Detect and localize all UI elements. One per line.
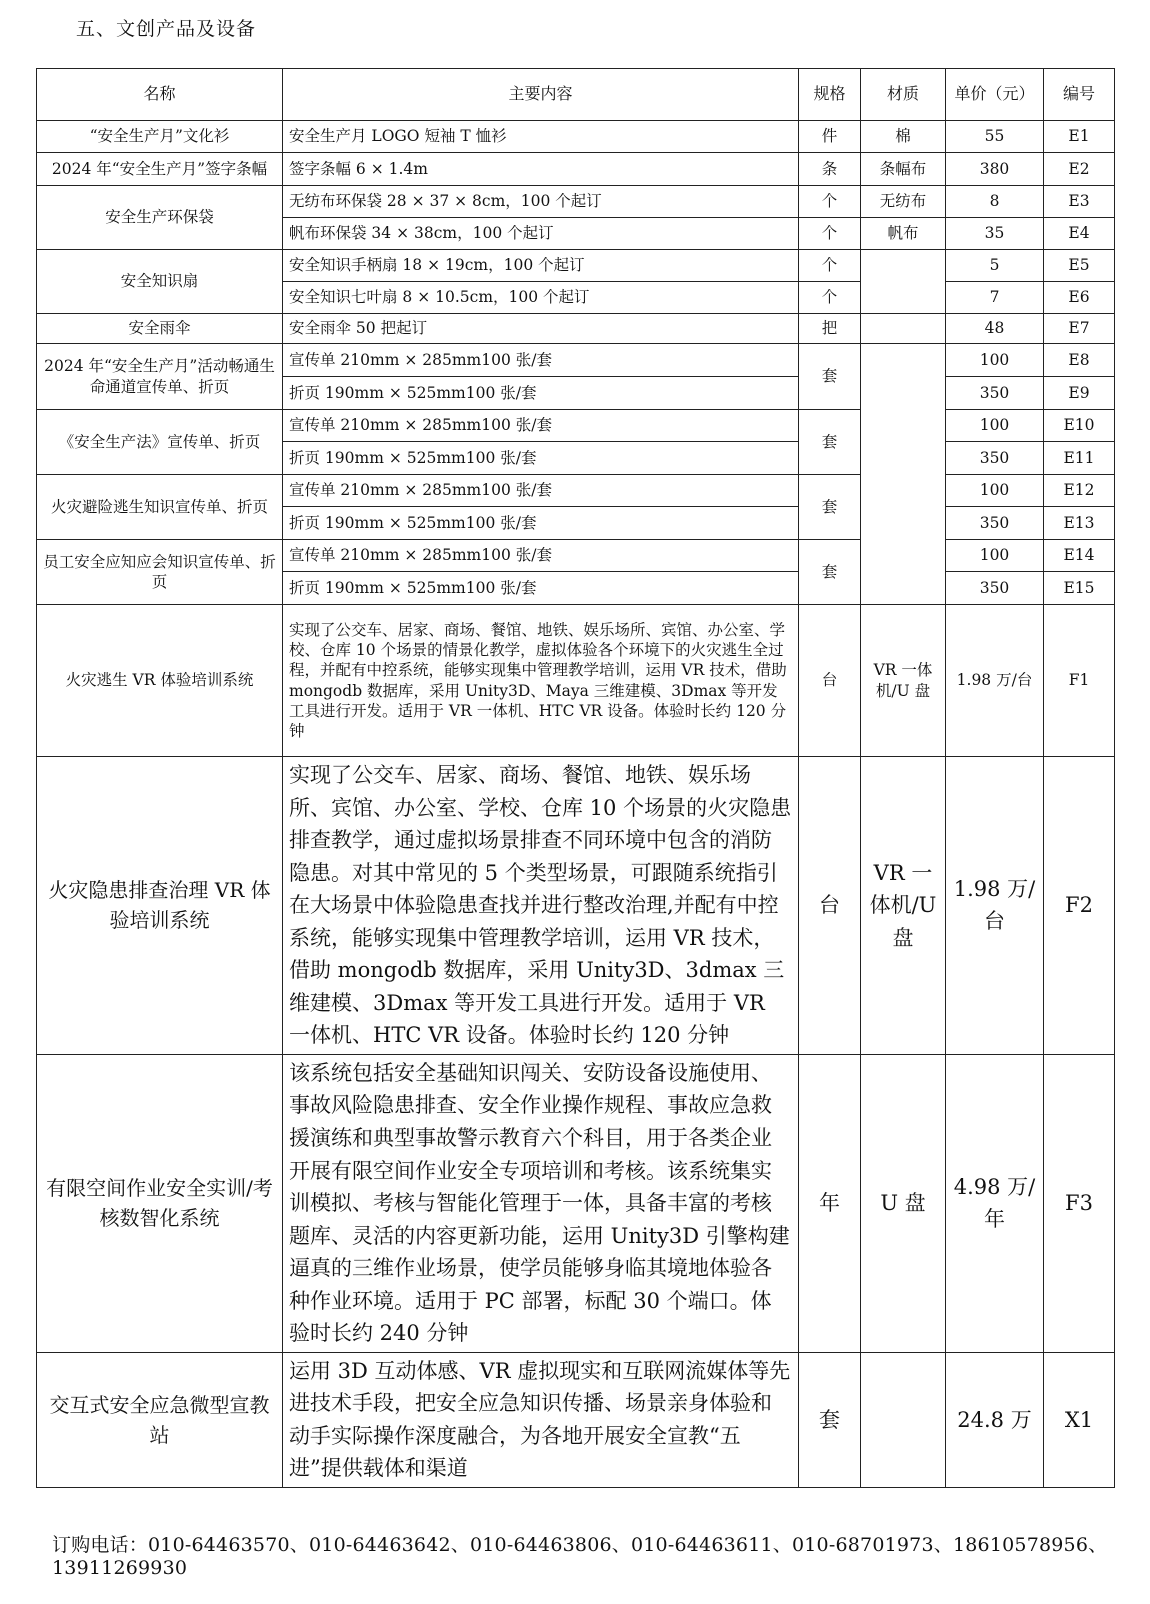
product-spec: 套 — [799, 1352, 861, 1487]
table-row — [37, 250, 1115, 282]
product-material — [861, 1352, 946, 1487]
product-price: 380 — [946, 153, 1044, 186]
product-spec: 套 — [799, 344, 861, 410]
product-material — [861, 344, 946, 605]
product-name: 有限空间作业安全实训/考核数智化系统 — [37, 1054, 283, 1352]
product-price: 100 — [946, 410, 1044, 442]
product-material — [861, 314, 946, 344]
table-row — [37, 1054, 1115, 1352]
product-price: 100 — [946, 475, 1044, 507]
product-price: 35 — [946, 218, 1044, 250]
product-material — [861, 250, 946, 314]
product-content: 折页 190mm × 525mm100 张/套 — [283, 442, 799, 475]
product-content: 该系统包括安全基础知识闯关、安防设备设施使用、事故风险隐患排查、安全作业操作规程、事故应急救援演练和典型事故警示教育六个科目，用于各类企业开展有限空间作业安全专项培训和考核。该系统集实训模拟、考核与智能化管理于一体，具备丰富的考核题库、灵活的内容更新功能，运用 Unity3D 引擎构建逼真的三维作业场景，使学员能够身临其境地体验各种作业环境。适用于 PC 部署，标配 30 个端口。体验时长约 240 分钟 — [283, 1054, 799, 1352]
product-spec: 个 — [799, 282, 861, 314]
product-code: E2 — [1044, 153, 1115, 186]
table-row — [37, 314, 1115, 344]
product-code: F3 — [1044, 1054, 1115, 1352]
product-price: 350 — [946, 442, 1044, 475]
table-row — [37, 410, 1115, 442]
product-spec: 个 — [799, 218, 861, 250]
product-price: 100 — [946, 540, 1044, 572]
product-content: 安全知识七叶扇 8 × 10.5cm，100 个起订 — [283, 282, 799, 314]
product-name: 火灾逃生 VR 体验培训系统 — [37, 605, 283, 757]
product-price: 48 — [946, 314, 1044, 344]
col-header-price: 单价（元） — [946, 69, 1044, 121]
product-content: 宣传单 210mm × 285mm100 张/套 — [283, 344, 799, 377]
table-row — [37, 153, 1115, 186]
product-content: 帆布环保袋 34 × 38cm，100 个起订 — [283, 218, 799, 250]
product-content: 折页 190mm × 525mm100 张/套 — [283, 377, 799, 410]
product-code: E13 — [1044, 507, 1115, 540]
product-name: 安全知识扇 — [37, 250, 283, 314]
product-code: E12 — [1044, 475, 1115, 507]
product-content: 宣传单 210mm × 285mm100 张/套 — [283, 540, 799, 572]
product-content: 安全雨伞 50 把起订 — [283, 314, 799, 344]
product-spec: 件 — [799, 121, 861, 153]
product-code: E4 — [1044, 218, 1115, 250]
col-header-code: 编号 — [1044, 69, 1115, 121]
product-spec: 年 — [799, 1054, 861, 1352]
table-row — [37, 757, 1115, 1055]
product-content: 安全生产月 LOGO 短袖 T 恤衫 — [283, 121, 799, 153]
product-name: 安全雨伞 — [37, 314, 283, 344]
product-spec: 个 — [799, 250, 861, 282]
product-name: 安全生产环保袋 — [37, 186, 283, 250]
product-table — [36, 68, 1115, 1488]
product-code: E6 — [1044, 282, 1115, 314]
product-price: 350 — [946, 377, 1044, 410]
product-code: F2 — [1044, 757, 1115, 1055]
product-spec: 套 — [799, 475, 861, 540]
product-code: E10 — [1044, 410, 1115, 442]
product-content: 实现了公交车、居家、商场、餐馆、地铁、娱乐场所、宾馆、办公室、学校、仓库 10 个场景的情景化教学，虚拟体验各个环境下的火灾逃生全过程，并配有中控系统，能够实现集中管理教学培训，运用 VR 技术，借助 mongodb 数据库，采用 Unity3D、Maya 三维建模、3Dmax 等开发工具进行开发。适用于 VR 一体机、HTC VR 设备。体验时长约 120 分钟 — [283, 605, 799, 757]
product-content: 运用 3D 互动体感、VR 虚拟现实和互联网流媒体等先进技术手段，把安全应急知识传播、场景亲身体验和动手实际操作深度融合，为各地开展安全宣教“五进”提供载体和渠道 — [283, 1352, 799, 1487]
product-name: 交互式安全应急微型宣教站 — [37, 1352, 283, 1487]
product-material: 帆布 — [861, 218, 946, 250]
product-code: E1 — [1044, 121, 1115, 153]
product-code: E15 — [1044, 572, 1115, 605]
table-row — [37, 605, 1115, 757]
col-header-content: 主要内容 — [283, 69, 799, 121]
product-code: E14 — [1044, 540, 1115, 572]
table-row — [37, 344, 1115, 377]
product-content: 实现了公交车、居家、商场、餐馆、地铁、娱乐场所、宾馆、办公室、学校、仓库 10 个场景的火灾隐患排查教学，通过虚拟场景排查不同环境中包含的消防隐患。对其中常见的 5 个类型场景，可跟随系统指引在大场景中体验隐患查找并进行整改治理,并配有中控系统，能够实现集中管理教学培训，运用 VR 技术，借助 mongodb 数据库，采用 Unity3D、3dmax 三维建模、3Dmax 等开发工具进行开发。适用于 VR 一体机、HTC VR 设备。体验时长约 120 分钟 — [283, 757, 799, 1055]
col-header-name: 名称 — [37, 69, 283, 121]
product-code: E8 — [1044, 344, 1115, 377]
product-price: 1.98 万/台 — [946, 757, 1044, 1055]
product-content: 安全知识手柄扇 18 × 19cm，100 个起订 — [283, 250, 799, 282]
product-material: U 盘 — [861, 1054, 946, 1352]
product-price: 7 — [946, 282, 1044, 314]
product-code: E5 — [1044, 250, 1115, 282]
product-code: E3 — [1044, 186, 1115, 218]
product-content: 折页 190mm × 525mm100 张/套 — [283, 507, 799, 540]
table-row — [37, 121, 1115, 153]
table-row — [37, 1352, 1115, 1487]
product-code: E7 — [1044, 314, 1115, 344]
product-name: 员工安全应知应会知识宣传单、折页 — [37, 540, 283, 605]
product-price: 1.98 万/台 — [946, 605, 1044, 757]
product-name: 《安全生产法》宣传单、折页 — [37, 410, 283, 475]
product-price: 55 — [946, 121, 1044, 153]
product-name: 2024 年“安全生产月”签字条幅 — [37, 153, 283, 186]
product-price: 100 — [946, 344, 1044, 377]
product-content: 宣传单 210mm × 285mm100 张/套 — [283, 475, 799, 507]
product-code: E9 — [1044, 377, 1115, 410]
product-price: 5 — [946, 250, 1044, 282]
table-row — [37, 475, 1115, 507]
table-row — [37, 540, 1115, 572]
product-content: 折页 190mm × 525mm100 张/套 — [283, 572, 799, 605]
product-price: 8 — [946, 186, 1044, 218]
table-row — [37, 186, 1115, 218]
product-code: E11 — [1044, 442, 1115, 475]
product-material: 无纺布 — [861, 186, 946, 218]
product-code: X1 — [1044, 1352, 1115, 1487]
product-price: 350 — [946, 507, 1044, 540]
product-content: 无纺布环保袋 28 × 37 × 8cm，100 个起订 — [283, 186, 799, 218]
col-header-material: 材质 — [861, 69, 946, 121]
product-material: 棉 — [861, 121, 946, 153]
product-content: 宣传单 210mm × 285mm100 张/套 — [283, 410, 799, 442]
product-price: 24.8 万 — [946, 1352, 1044, 1487]
product-content: 签字条幅 6 × 1.4m — [283, 153, 799, 186]
product-spec: 把 — [799, 314, 861, 344]
product-spec: 套 — [799, 410, 861, 475]
order-phone-line: 订购电话：010-64463570、010-64463642、010-64463806、010-64463611、010-68701973、18610578956、13911269930 — [52, 1534, 1108, 1579]
table-header-row — [37, 69, 1115, 121]
product-spec: 条 — [799, 153, 861, 186]
product-spec: 套 — [799, 540, 861, 605]
section-heading: 五、文创产品及设备 — [76, 18, 257, 40]
product-code: F1 — [1044, 605, 1115, 757]
product-name: “安全生产月”文化衫 — [37, 121, 283, 153]
product-price: 350 — [946, 572, 1044, 605]
product-spec: 台 — [799, 757, 861, 1055]
product-name: 火灾避险逃生知识宣传单、折页 — [37, 475, 283, 540]
product-material: VR 一体机/U 盘 — [861, 757, 946, 1055]
product-material: VR 一体机/U 盘 — [861, 605, 946, 757]
product-spec: 个 — [799, 186, 861, 218]
product-name: 2024 年“安全生产月”活动畅通生命通道宣传单、折页 — [37, 344, 283, 410]
product-material: 条幅布 — [861, 153, 946, 186]
product-name: 火灾隐患排查治理 VR 体验培训系统 — [37, 757, 283, 1055]
product-price: 4.98 万/年 — [946, 1054, 1044, 1352]
product-spec: 台 — [799, 605, 861, 757]
col-header-spec: 规格 — [799, 69, 861, 121]
